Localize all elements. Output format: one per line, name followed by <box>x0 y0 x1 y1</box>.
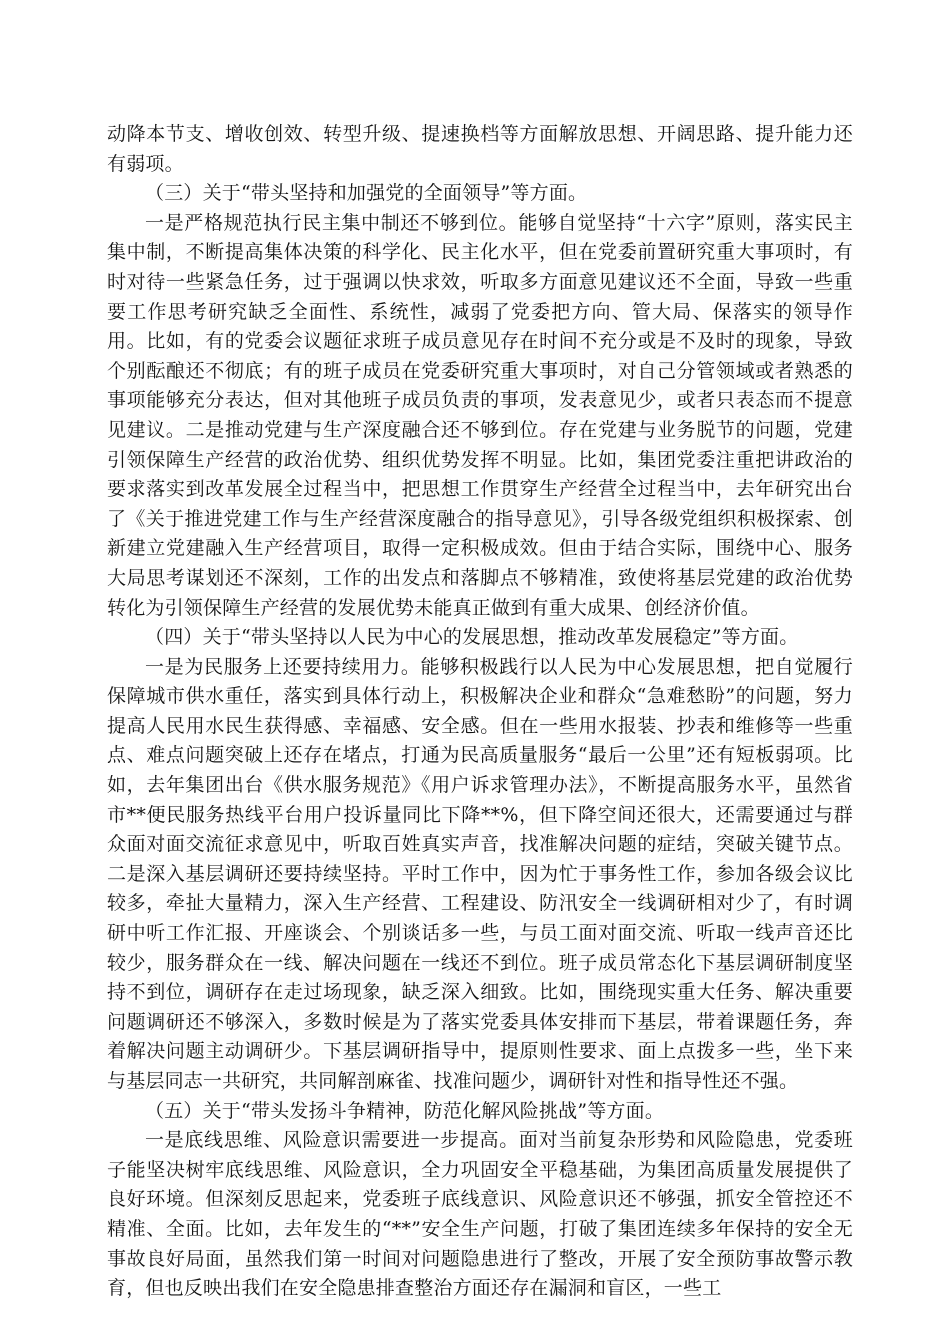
paragraph-section-5-body: 一是底线思维、风险意识需要进一步提高。面对当前复杂形势和风险隐患，党委班子能坚决树牢底线思维、风险意识，全力巩固安全平稳基础，为集团高质量发展提供了良好环境。但深刻反思起来，党委班子底线意识、风险意识还不够强，抓安全管控还不精准、全面。比如，去年发生的“**”安全生产问题，打破了集团连续多年保持的安全无事故良好局面，虽然我们第一时间对问题隐患进行了整改，开展了安全预防事故警示教育，但也反映出我们在安全隐患排查整治方面还存在漏洞和盲区，一些工 <box>107 1129 853 1300</box>
section-heading-4-text: （四）关于“带头坚持以人民为中心的发展思想，推动改革发展稳定”等方面。 <box>145 626 799 649</box>
section-heading-5 <box>107 1097 853 1127</box>
section-heading-3-text: （三）关于“带头坚持和加强党的全面领导”等方面。 <box>145 182 588 205</box>
section-heading-5-text: （五）关于“带头发扬斗争精神，防范化解风险挑战”等方面。 <box>145 1099 665 1122</box>
section-heading-3 <box>107 179 853 209</box>
section-heading-4 <box>107 623 853 653</box>
paragraph-continuation: 动降本节支、增收创效、转型升级、提速换档等方面解放思想、开阔思路、提升能力还有弱项。 <box>107 123 853 175</box>
document-page <box>107 120 853 1304</box>
paragraph-section-4-body: 一是为民服务上还要持续用力。能够积极践行以人民为中心发展思想，把自觉履行保障城市供水重任，落实到具体行动上，积极解决企业和群众“急难愁盼”的问题，努力提高人民用水民生获得感、幸福感、安全感。但在一些用水报装、抄表和维修等一些重点、难点问题突破上还存在堵点，打通为民高质量服务“最后一公里”还有短板弱项。比如，去年集团出台《供水服务规范》《用户诉求管理办法》，不断提高服务水平，虽然省市**便民服务热线平台用户投诉量同比下降**%，但下降空间还很大，还需要通过与群众面对面交流征求意见中，听取百姓真实声音，找准解决问题的症结，突破关键节点。二是深入基层调研还要持续坚持。平时工作中，因为忙于事务性工作，参加各级会议比较多，牵扯大量精力，深入生产经营、工程建设、防汛安全一线调研相对少了，有时调研中听工作汇报、开座谈会、个别谈话多一些，与员工面对面交流、听取一线声音还比较少，服务群众在一线、解决问题在一线还不到位。班子成员常态化下基层调研制度坚持不到位，调研存在走过场现象，缺乏深入细致。比如，围绕现实重大任务、解决重要问题调研还不够深入，多数时候是为了落实党委具体安排而下基层，带着课题任务，奔着解决问题主动调研少。下基层调研指导中，提原则性要求、面上点拨多一些，坐下来与基层同志一共研究，共同解剖麻雀、找准问题少，调研针对性和指导性还不强。 <box>107 655 853 1092</box>
paragraph-section-3-body: 一是严格规范执行民主集中制还不够到位。能够自觉坚持“十六字”原则，落实民主集中制，不断提高集体决策的科学化、民主化水平，但在党委前置研究重大事项时，有时对待一些紧急任务，过于强调以快求效，听取多方面意见建议还不全面，导致一些重要工作思考研究缺乏全面性、系统性，减弱了党委把方向、管大局、保落实的领导作用。比如，有的党委会议题征求班子成员意见存在时间不充分或是不及时的现象，导致个别酝酿还不彻底；有的班子成员在党委研究重大事项时，对自己分管领域或者熟悉的事项能够充分表达，但对其他班子成员负责的事项，发表意见少，或者只表态而不提意见建议。二是推动党建与生产深度融合还不够到位。存在党建与业务脱节的问题，党建引领保障生产经营的政治优势、组织优势发挥不明显。比如，集团党委注重把讲政治的要求落实到改革发展全过程当中，把思想工作贯穿生产经营全过程当中，去年研究出台了《关于推进党建工作与生产经营深度融合的指导意见》，引导各级党组织积极探索、创新建立党建融入生产经营项目，取得一定积极成效。但由于结合实际，围绕中心、服务大局思考谋划还不深刻，工作的出发点和落脚点不够精准，致使将基层党建的政治优势转化为引领保障生产经营的发展优势未能真正做到有重大成果、创经济价值。 <box>107 211 853 619</box>
